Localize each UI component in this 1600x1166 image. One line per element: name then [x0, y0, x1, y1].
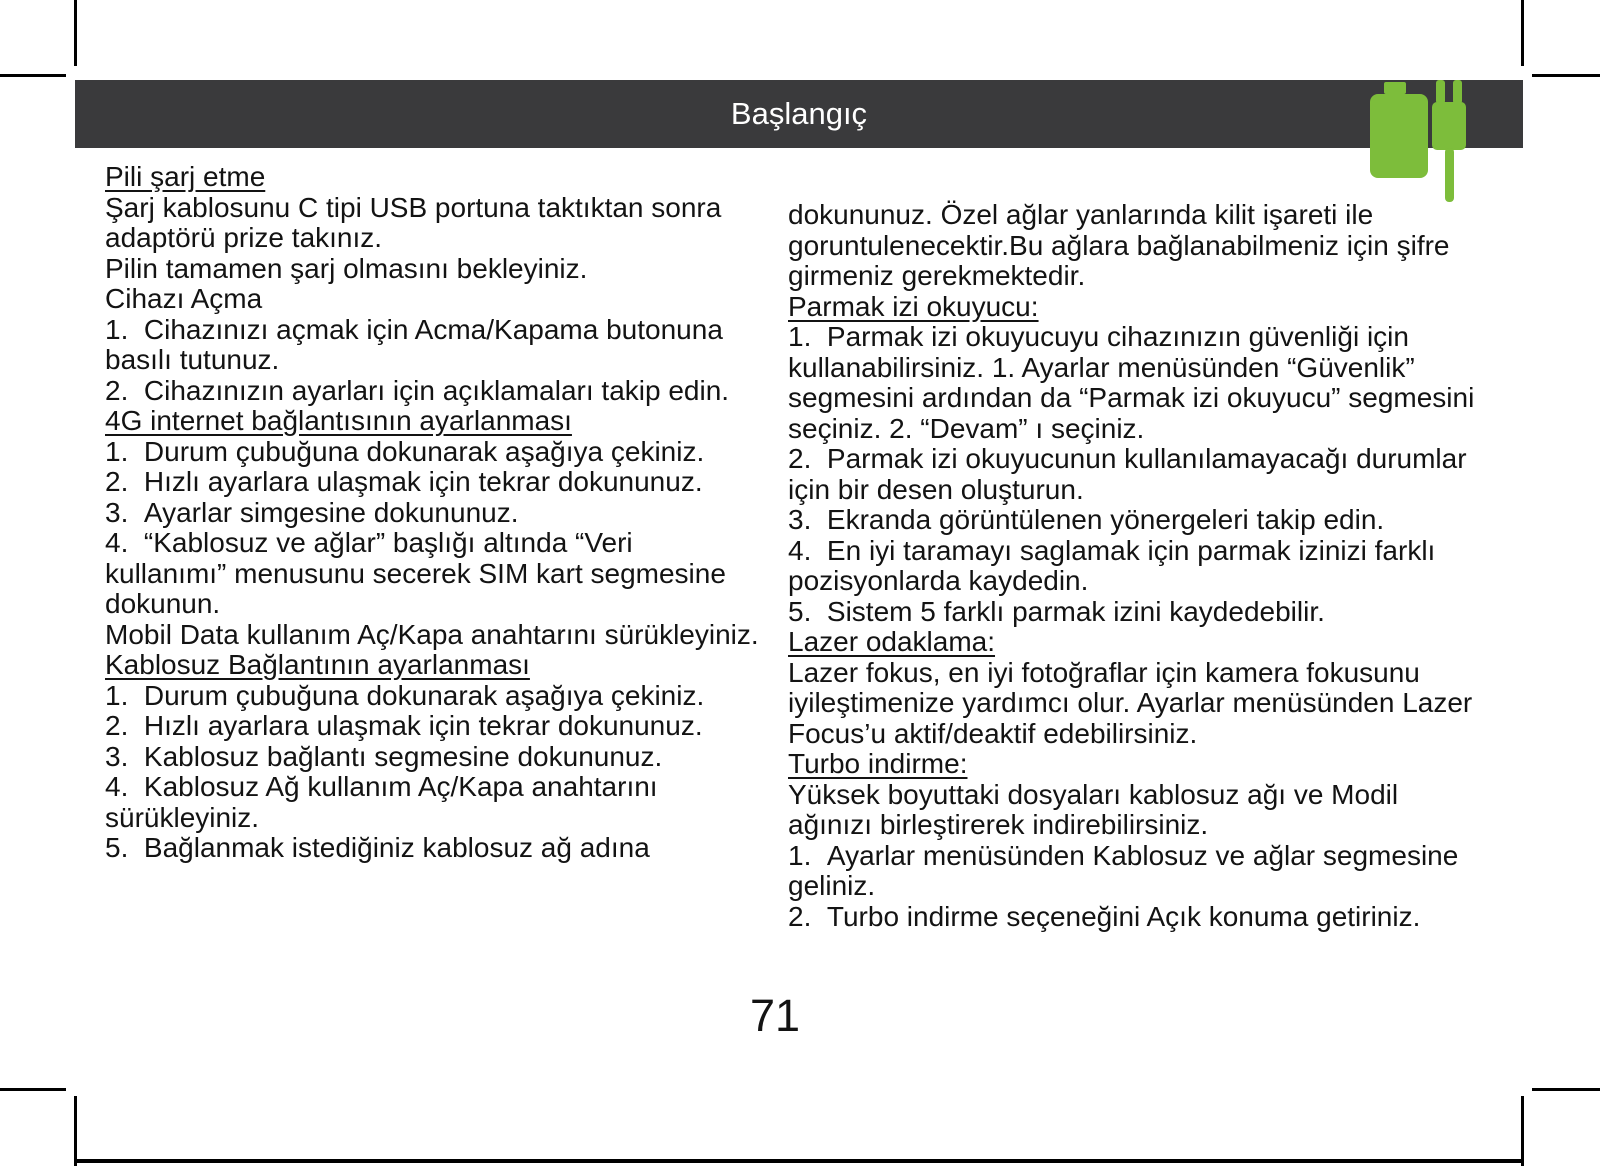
crop-mark-bottom-right-horizontal [1532, 1088, 1600, 1091]
heading-kablosuz-baglanti: Kablosuz Bağlantının ayarlanması [105, 649, 530, 680]
list-item: 1. Durum çubuğuna dokunarak aşağıya çekiniz. [105, 679, 705, 711]
list-item: 4. En iyi taramayı saglamak için parmak izinizi farklı pozisyonlarda kaydedin. [788, 534, 1436, 596]
crop-mark-top-right-horizontal [1532, 74, 1600, 77]
list-item: 2. Turbo indirme seçeneğini Açık konuma getiriniz. [788, 900, 1421, 932]
heading-lazer-odaklama: Lazer odaklama: [788, 626, 996, 657]
heading-turbo-indirme: Turbo indirme: [788, 748, 968, 779]
left-column [105, 162, 760, 864]
list-item: 2. Cihazınızın ayarları için açıklamaları takip edin. [105, 374, 730, 406]
list-item: 4. Kablosuz Ağ kullanım Aç/Kapa anahtarını sürükleyiniz. [105, 771, 658, 833]
list-item: 2. Parmak izi okuyucunun kullanılamayacağı durumlar için bir desen oluşturun. [788, 443, 1467, 505]
list-item: 1. Durum çubuğuna dokunarak aşağıya çekiniz. [105, 435, 705, 467]
list-item: 1. Parmak izi okuyucuyu cihazınızın güvenliği için kullanabilirsiniz. 1. Ayarlar menüsünden “Güvenlik” segmesini ardından da “Parmak izi okuyucu” segmesini seçiniz. 2. “Devam” ı seçiniz. [788, 321, 1475, 444]
paragraph: Cihazı Açma [105, 283, 263, 314]
crop-mark-top-left-horizontal [0, 74, 66, 77]
heading-4g-internet: 4G internet bağlantısının ayarlanması [105, 405, 572, 436]
battery-charger-icon [1368, 80, 1468, 202]
page-title: Başlangıç [730, 96, 868, 131]
bottom-trim-line [75, 1159, 1524, 1163]
list-item: 5. Sistem 5 farklı parmak izini kaydedebilir. [788, 595, 1325, 627]
list-item: 3. Kablosuz bağlantı segmesine dokununuz. [105, 740, 663, 772]
heading-parmak-izi-okuyucu: Parmak izi okuyucu: [788, 290, 1039, 322]
paragraph: Lazer fokus, en iyi fotoğraflar için kamera fokusunu iyileştimenize yardımcı olur. Ayarlar menüsünden Lazer Focus’u aktif/deaktif edebilirsiniz. [788, 656, 1473, 749]
paragraph: Pilin tamamen şarj olmasını bekleyiniz. [105, 252, 588, 284]
list-item: 3. Ekranda görüntülenen yönergeleri takip edin. [788, 504, 1385, 535]
list-item: 2. Hızlı ayarlara ulaşmak için tekrar dokununuz. [105, 466, 703, 497]
paragraph: Şarj kablosunu C tipi USB portuna taktıktan sonra adaptörü prize takınız. [105, 191, 722, 253]
paragraph: dokununuz. Özel ağlar yanlarında kilit işareti ile goruntulenecektir.Bu ağlara bağlanabilmeniz için şifre girmeniz gerekmektedir. [788, 199, 1450, 291]
header-bar [75, 80, 1523, 148]
list-item: 2. Hızlı ayarlara ulaşmak için tekrar dokununuz. [105, 710, 703, 741]
crop-mark-bottom-left-horizontal [0, 1088, 66, 1091]
crop-mark-top-left-vertical [74, 0, 77, 66]
crop-mark-top-right-vertical [1521, 0, 1524, 66]
crop-mark-bottom-left-vertical [74, 1096, 77, 1166]
right-column [788, 200, 1488, 932]
crop-mark-bottom-right-vertical [1521, 1096, 1524, 1166]
paragraph: Mobil Data kullanım Aç/Kapa anahtarını sürükleyiniz. [105, 618, 759, 650]
list-item: 5. Bağlanmak istediğiniz kablosuz ağ adına [105, 832, 650, 863]
list-item: 1. Cihazınızı açmak için Acma/Kapama butonuna basılı tutunuz. [105, 313, 723, 375]
list-item: 1. Ayarlar menüsünden Kablosuz ve ağlar segmesine geliniz. [788, 839, 1459, 901]
paragraph: Yüksek boyuttaki dosyaları kablosuz ağı ve Modil ağınızı birleştirerek indirebilirsiniz. [788, 778, 1399, 840]
page-number: 71 [750, 990, 801, 1041]
list-item: 4. “Kablosuz ve ağlar” başlığı altında “Veri kullanımı” menusunu secerek SIM kart segmesine dokunun. [105, 527, 726, 619]
list-item: 3. Ayarlar simgesine dokununuz. [105, 496, 519, 528]
heading-pili-sarj-etme: Pili şarj etme [105, 161, 266, 192]
